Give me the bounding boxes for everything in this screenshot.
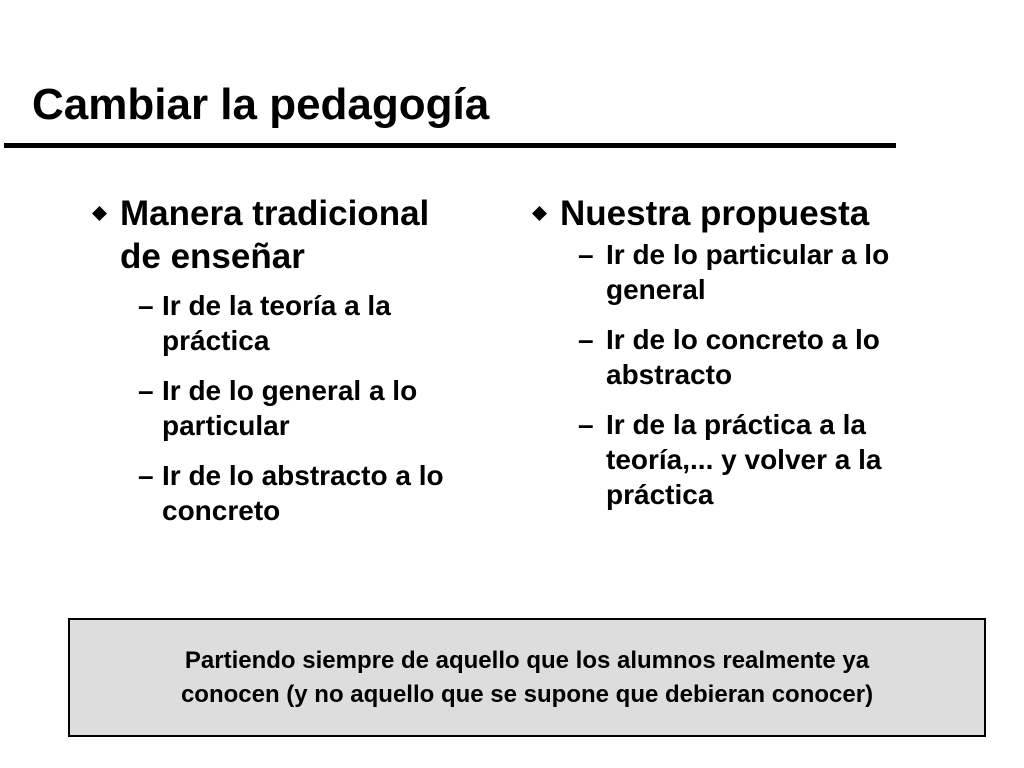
list-item xyxy=(90,373,470,443)
dash-bullet: – xyxy=(578,324,594,355)
diamond-bullet-icon xyxy=(92,206,107,221)
right-main-bullet xyxy=(530,192,950,235)
dash-bullet: – xyxy=(138,460,154,491)
left-sub-list xyxy=(90,288,470,528)
list-item-text: Ir de lo abstracto a lo concreto xyxy=(162,460,444,526)
list-item xyxy=(90,458,470,528)
diamond-bullet-icon xyxy=(532,206,547,221)
right-sub-list xyxy=(530,237,950,512)
list-item xyxy=(90,288,470,358)
note-text xyxy=(97,644,957,712)
left-heading: Manera tradicional de enseñar xyxy=(120,194,430,276)
right-column xyxy=(530,192,950,527)
title-underline xyxy=(4,143,896,148)
list-item-text: Ir de la práctica a la teoría,... y volver a la práctica xyxy=(606,409,882,510)
list-item xyxy=(530,237,950,307)
left-main-bullet xyxy=(90,192,470,278)
note-line-1: Partiendo siempre de aquello que los alumnos realmente ya xyxy=(184,646,870,674)
left-column xyxy=(90,192,470,543)
list-item-text: Ir de lo general a lo particular xyxy=(162,375,418,441)
slide-title: Cambiar la pedagogía xyxy=(32,80,490,129)
dash-bullet: – xyxy=(578,239,594,270)
list-item-text: Ir de la teoría a la práctica xyxy=(162,290,391,356)
note-line-2: conocen (y no aquello que se supone que debieran conocer) xyxy=(180,680,874,708)
dash-bullet: – xyxy=(138,375,154,406)
note-box xyxy=(68,618,986,737)
list-item-text: Ir de lo concreto a lo abstracto xyxy=(606,324,880,390)
dash-bullet: – xyxy=(138,290,154,321)
list-item-text: Ir de lo particular a lo general xyxy=(606,239,890,305)
list-item xyxy=(530,322,950,392)
list-item xyxy=(530,407,950,512)
right-heading: Nuestra propuesta xyxy=(560,194,870,233)
dash-bullet: – xyxy=(578,409,594,440)
